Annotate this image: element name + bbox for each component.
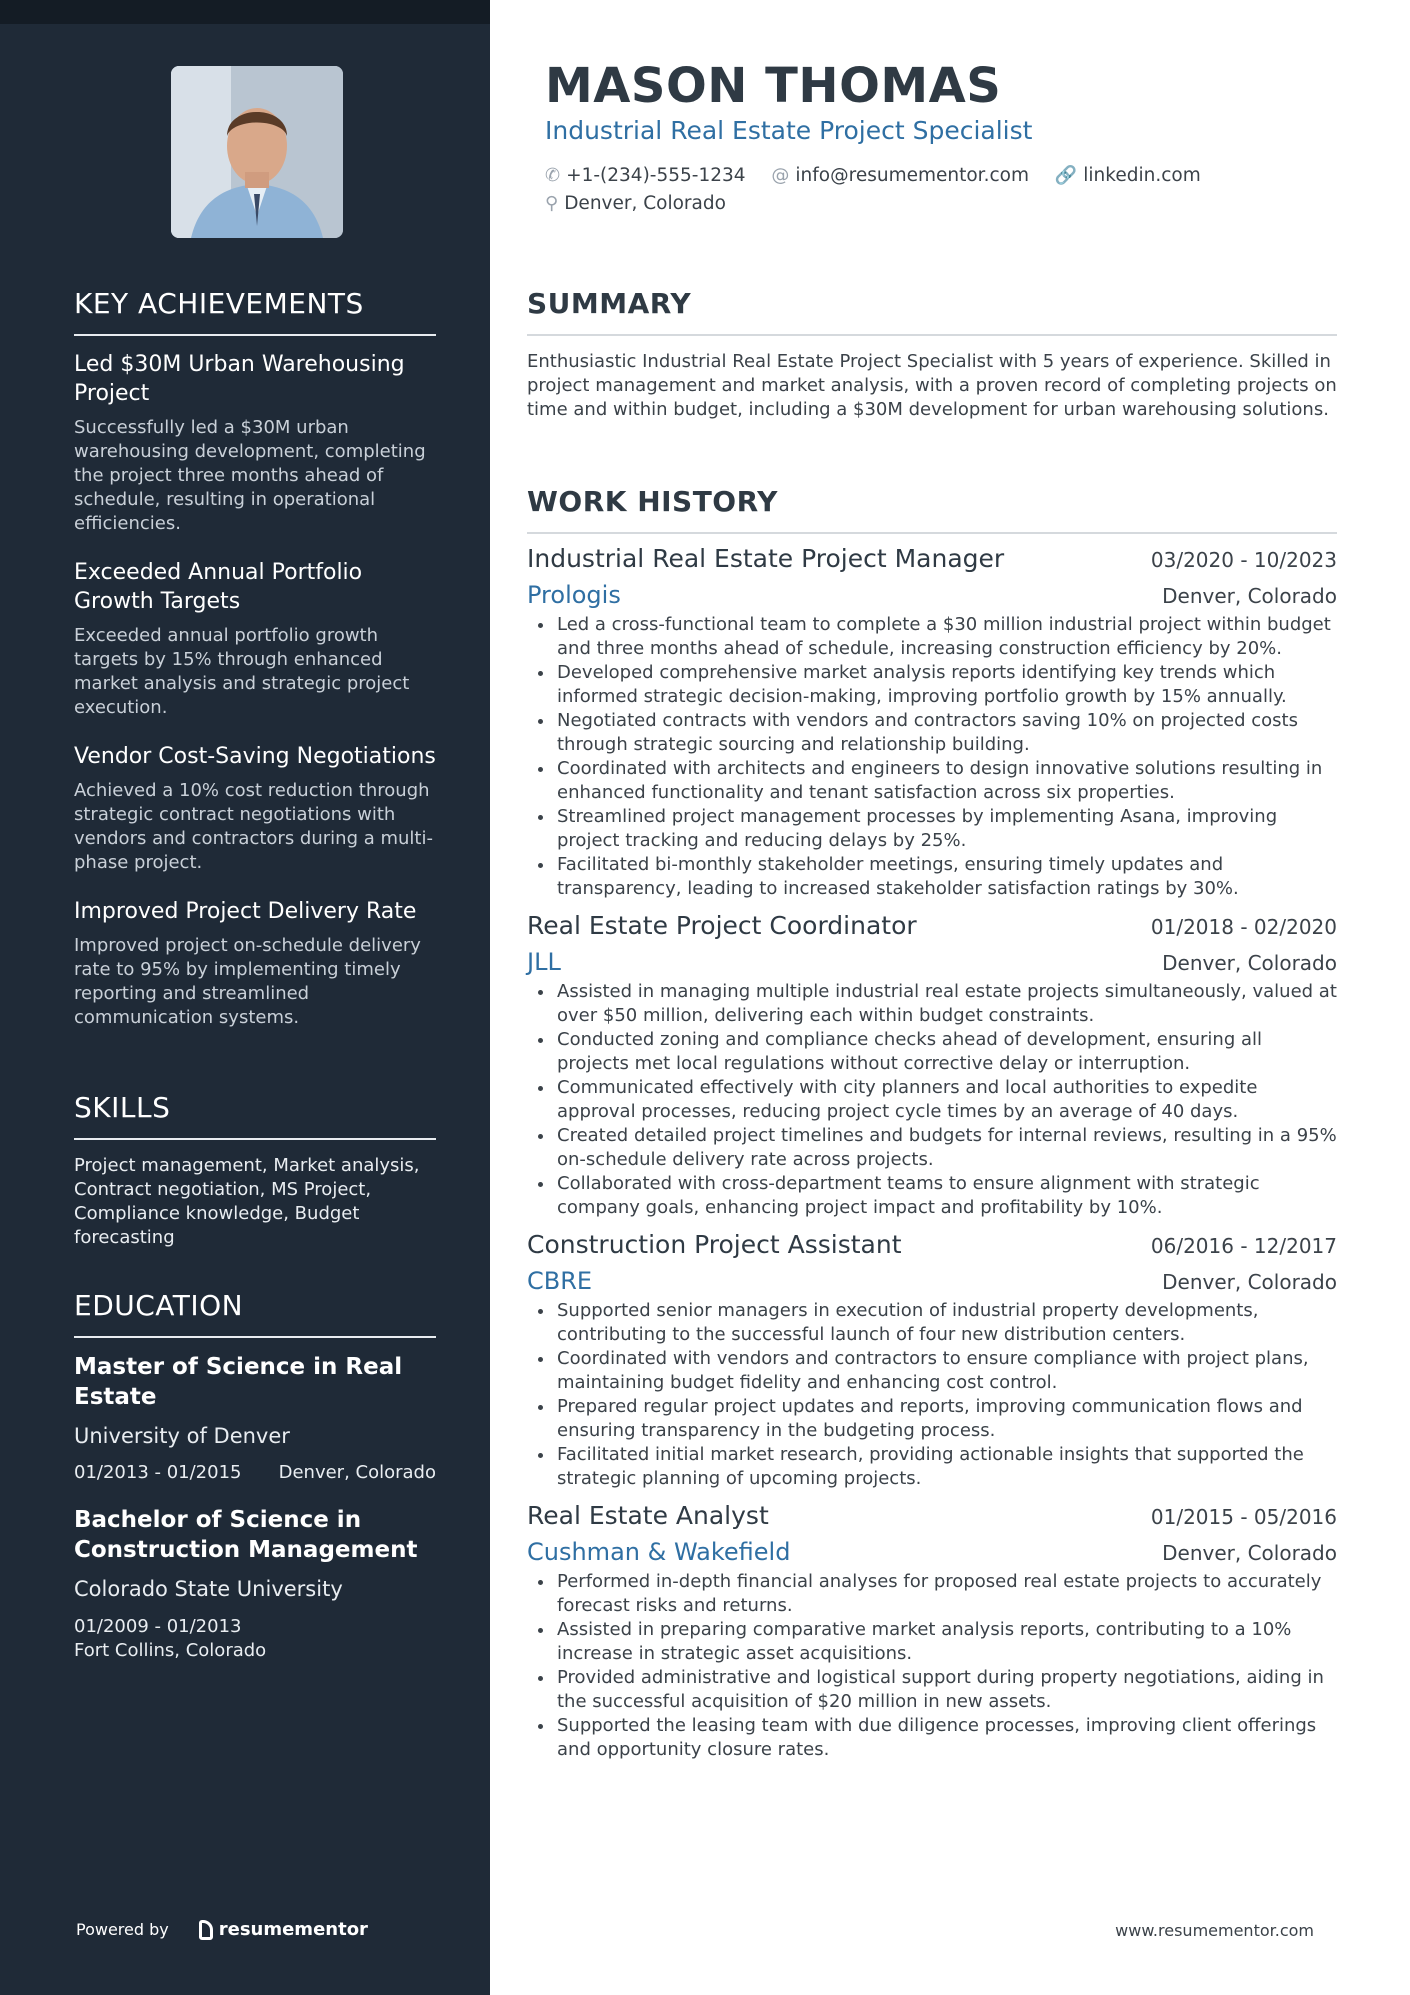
bullet-item: • Facilitated initial market research, providing actionable insights that supported the strategic planning of upcoming projects. bbox=[555, 1443, 1337, 1491]
education-meta bbox=[74, 1462, 436, 1483]
email-icon: @ bbox=[771, 165, 790, 186]
brand-name: resumementor bbox=[218, 1919, 368, 1940]
job-dates: 01/2015 - 05/2016 bbox=[1150, 1505, 1337, 1529]
location-text: Denver, Colorado bbox=[564, 193, 726, 214]
job-bullets bbox=[527, 613, 1337, 901]
contact-email[interactable] bbox=[771, 162, 1029, 190]
bullet-item: • Coordinated with vendors and contractors to ensure compliance with project plans, maintaining budget fidelity and enhancing cost control. bbox=[555, 1347, 1337, 1395]
achievements-heading: KEY ACHIEVEMENTS bbox=[74, 287, 436, 336]
email-text: info@resumementor.com bbox=[795, 165, 1029, 186]
job-dates: 03/2020 - 10/2023 bbox=[1150, 548, 1337, 572]
education-dates: 01/2009 - 01/2013 bbox=[74, 1616, 242, 1637]
education-section bbox=[74, 1289, 436, 1685]
footer-url[interactable]: www.resumementor.com bbox=[1115, 1921, 1314, 1940]
location-pin-icon: ⚲ bbox=[545, 193, 559, 214]
job-title: Real Estate Analyst bbox=[527, 1501, 769, 1530]
brand-logo[interactable] bbox=[199, 1919, 368, 1940]
education-item bbox=[74, 1505, 436, 1663]
job-location: Denver, Colorado bbox=[1162, 584, 1337, 608]
job-subheader bbox=[527, 948, 1337, 976]
job-location: Denver, Colorado bbox=[1162, 1541, 1337, 1565]
summary-section bbox=[527, 287, 1337, 422]
achievement-title: Vendor Cost-Saving Negotiations bbox=[74, 744, 436, 769]
job-bullets bbox=[527, 1299, 1337, 1491]
job-subheader bbox=[527, 1538, 1337, 1566]
bullet-item: • Performed in-depth financial analyses for proposed real estate projects to accurately forecast risks and returns. bbox=[555, 1570, 1337, 1618]
contact-location bbox=[545, 190, 726, 218]
bullet-item: • Communicated effectively with city planners and local authorities to expedite approval processes, reducing project cycle times by an average of 40 days. bbox=[555, 1076, 1337, 1124]
bullet-item: • Created detailed project timelines and budgets for internal reviews, resulting in a 95% on-schedule delivery rate across projects. bbox=[555, 1124, 1337, 1172]
skills-section bbox=[74, 1091, 436, 1250]
bullet-item: • Supported the leasing team with due diligence processes, improving client offerings and opportunity closure rates. bbox=[555, 1714, 1337, 1762]
contact-info bbox=[545, 162, 1335, 218]
bullet-item: • Supported senior managers in execution of industrial property developments, contributing to the successful launch of four new distribution centers. bbox=[555, 1299, 1337, 1347]
education-heading: EDUCATION bbox=[74, 1289, 436, 1338]
work-history-heading: WORK HISTORY bbox=[527, 485, 1337, 534]
job-entry bbox=[527, 544, 1337, 901]
powered-by-label: Powered by bbox=[76, 1920, 169, 1939]
education-meta bbox=[74, 1615, 436, 1663]
top-strip bbox=[0, 0, 490, 24]
bullet-item: • Collaborated with cross-department teams to ensure alignment with strategic company goals, enhancing project impact and profitability by 10%. bbox=[555, 1172, 1337, 1220]
powered-by bbox=[76, 1919, 368, 1940]
job-entry bbox=[527, 1501, 1337, 1762]
job-bullets bbox=[527, 980, 1337, 1220]
bullet-item: • Provided administrative and logistical support during property negotiations, aiding in the successful acquisition of $20 million in new assets. bbox=[555, 1666, 1337, 1714]
candidate-title: Industrial Real Estate Project Specialist bbox=[545, 116, 1033, 145]
skills-text: Project management, Market analysis, Contract negotiation, MS Project, Compliance knowledge, Budget forecasting bbox=[74, 1155, 420, 1248]
job-entry bbox=[527, 1230, 1337, 1491]
achievement-desc: Improved project on-schedule delivery rate to 95% by implementing timely reporting and streamlined communication systems. bbox=[74, 935, 421, 1028]
achievements-section bbox=[74, 287, 436, 1052]
job-subheader bbox=[527, 581, 1337, 609]
job-header bbox=[527, 1501, 1337, 1530]
bullet-item: • Coordinated with architects and engineers to design innovative solutions resulting in enhanced functionality and tenant satisfaction across six properties. bbox=[555, 757, 1337, 805]
bullet-item: • Streamlined project management processes by implementing Asana, improving project tracking and reducing delays by 25%. bbox=[555, 805, 1337, 853]
brand-mark-icon bbox=[199, 1920, 213, 1940]
degree: Master of Science in Real Estate bbox=[74, 1354, 403, 1410]
work-history-section bbox=[527, 485, 1337, 1762]
profile-photo bbox=[171, 66, 343, 238]
link-icon: 🔗 bbox=[1054, 165, 1078, 186]
bullet-item: • Assisted in preparing comparative market analysis reports, contributing to a 10% increase in strategic asset acquisitions. bbox=[555, 1618, 1337, 1666]
jobs-list bbox=[527, 544, 1337, 1762]
degree: Bachelor of Science in Construction Management bbox=[74, 1507, 418, 1563]
summary-heading: SUMMARY bbox=[527, 287, 1337, 336]
school: University of Denver bbox=[74, 1424, 290, 1448]
education-location: Denver, Colorado bbox=[278, 1462, 436, 1483]
achievement-desc: Exceeded annual portfolio growth targets by 15% through enhanced market analysis and strategic project execution. bbox=[74, 625, 410, 718]
achievement-title: Exceeded Annual Portfolio Growth Targets bbox=[74, 560, 363, 614]
bullet-item: • Assisted in managing multiple industrial real estate projects simultaneously, valued at over $50 million, delivering each within budget constraints. bbox=[555, 980, 1337, 1028]
job-location: Denver, Colorado bbox=[1162, 1270, 1337, 1294]
company-name: Cushman & Wakefield bbox=[527, 1538, 791, 1566]
company-name: CBRE bbox=[527, 1267, 593, 1295]
education-item bbox=[74, 1352, 436, 1483]
job-location: Denver, Colorado bbox=[1162, 951, 1337, 975]
job-header bbox=[527, 544, 1337, 573]
bullet-item: • Developed comprehensive market analysis reports identifying key trends which informed strategic decision-making, improving portfolio growth by 15% annually. bbox=[555, 661, 1337, 709]
linkedin-text: linkedin.com bbox=[1083, 165, 1201, 186]
job-title: Real Estate Project Coordinator bbox=[527, 911, 917, 940]
education-dates: 01/2013 - 01/2015 bbox=[74, 1462, 242, 1483]
achievement-item bbox=[74, 897, 436, 1030]
summary-text: Enthusiastic Industrial Real Estate Project Specialist with 5 years of experience. Skilled in project management and market analysis, with a proven record of completing projects on time and within budget, including a $30M development for urban warehousing solutions. bbox=[527, 351, 1337, 420]
company-name: JLL bbox=[527, 948, 561, 976]
job-subheader bbox=[527, 1267, 1337, 1295]
job-dates: 06/2016 - 12/2017 bbox=[1150, 1234, 1337, 1258]
bullet-item: • Led a cross-functional team to complete a $30 million industrial project within budget and three months ahead of schedule, increasing construction efficiency by 20%. bbox=[555, 613, 1337, 661]
contact-linkedin[interactable] bbox=[1055, 162, 1201, 190]
job-title: Industrial Real Estate Project Manager bbox=[527, 544, 1005, 573]
school: Colorado State University bbox=[74, 1577, 343, 1601]
job-header bbox=[527, 1230, 1337, 1259]
bullet-item: • Facilitated bi-monthly stakeholder meetings, ensuring timely updates and transparency, leading to increased stakeholder satisfaction ratings by 30%. bbox=[555, 853, 1337, 901]
sidebar bbox=[0, 0, 490, 1995]
achievement-title: Improved Project Delivery Rate bbox=[74, 899, 417, 924]
job-entry bbox=[527, 911, 1337, 1220]
company-name: Prologis bbox=[527, 581, 621, 609]
bullet-item: • Negotiated contracts with vendors and contractors saving 10% on projected costs through strategic sourcing and relationship building. bbox=[555, 709, 1337, 757]
contact-phone[interactable] bbox=[545, 162, 746, 190]
phone-icon: ✆ bbox=[545, 165, 561, 186]
achievement-item bbox=[74, 350, 436, 536]
job-title: Construction Project Assistant bbox=[527, 1230, 902, 1259]
achievement-desc: Achieved a 10% cost reduction through strategic contract negotiations with vendors and contractors during a multi-phase project. bbox=[74, 780, 433, 873]
achievement-item bbox=[74, 742, 436, 875]
education-location: Fort Collins, Colorado bbox=[74, 1640, 267, 1661]
job-dates: 01/2018 - 02/2020 bbox=[1150, 915, 1337, 939]
achievement-desc: Successfully led a $30M urban warehousing development, completing the project three months ahead of schedule, resulting in operational efficiencies. bbox=[74, 417, 426, 534]
bullet-item: • Prepared regular project updates and reports, improving communication flows and ensuring transparency in the budgeting process. bbox=[555, 1395, 1337, 1443]
phone-text: +1-(234)-555-1234 bbox=[566, 165, 746, 186]
skills-heading: SKILLS bbox=[74, 1091, 436, 1140]
candidate-name: MASON THOMAS bbox=[545, 58, 1002, 114]
achievement-title: Led $30M Urban Warehousing Project bbox=[74, 352, 405, 406]
achievement-item bbox=[74, 558, 436, 720]
bullet-item: • Conducted zoning and compliance checks ahead of development, ensuring all projects met local regulations without corrective delay or interruption. bbox=[555, 1028, 1337, 1076]
job-header bbox=[527, 911, 1337, 940]
job-bullets bbox=[527, 1570, 1337, 1762]
